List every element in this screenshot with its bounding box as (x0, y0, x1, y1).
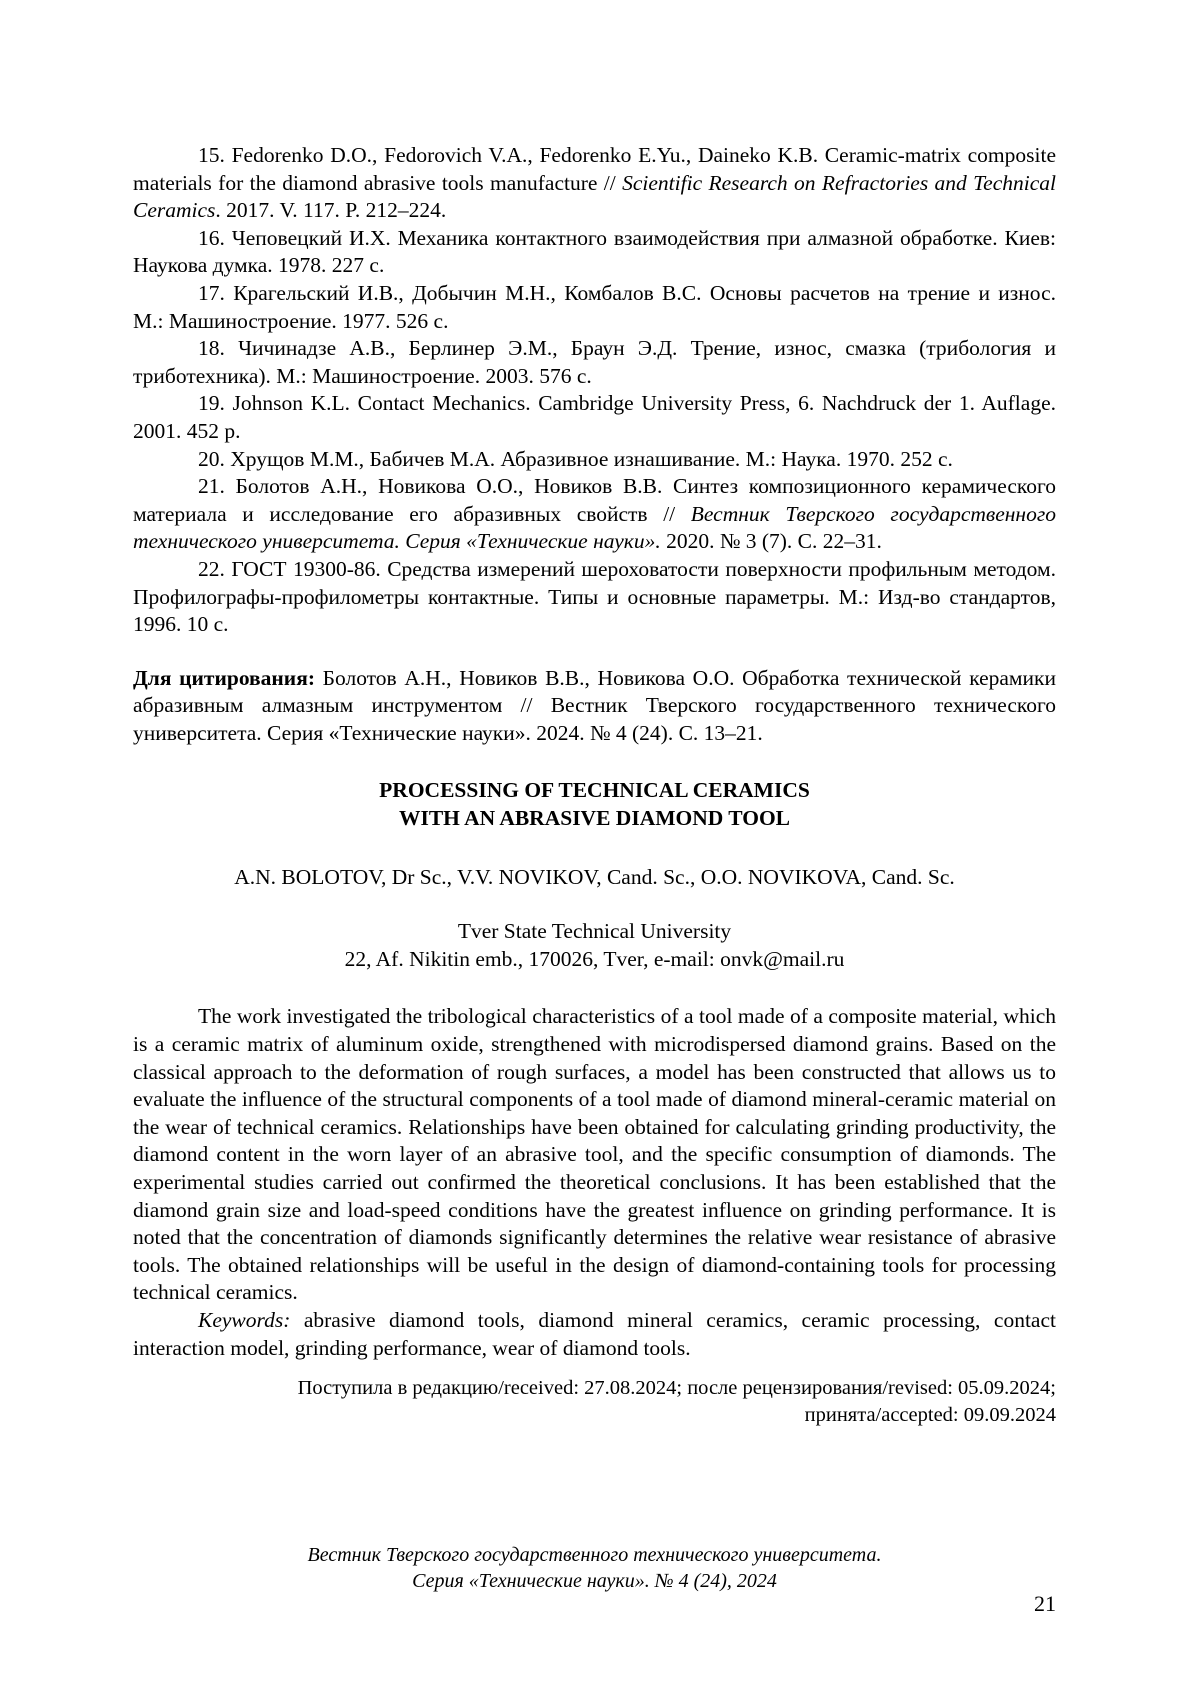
citation-paragraph (133, 665, 1056, 748)
title-line-2: WITH AN ABRASIVE DIAMOND TOOL (398, 806, 791, 831)
received-revised-line: Поступила в редакцию/received: 27.08.2024; после рецензирования/revised: 05.09.2024; (297, 1377, 1056, 1400)
reference-item-17 (133, 280, 1056, 335)
reference-item-18 (133, 335, 1056, 390)
accepted-line: принята/accepted: 09.09.2024 (804, 1404, 1056, 1427)
keywords-text: abrasive diamond tools, diamond mineral ceramics, ceramic processing, contact interaction model, grinding performance, wear of diamond tools. (133, 1307, 1056, 1360)
page-number: 21 (1034, 1591, 1056, 1616)
abstract-paragraph: The work investigated the tribological characteristics of a tool made of a composite material, which is a ceramic matrix of aluminum oxide, strengthened with microdispersed diamond grains. Based on the classical approach to the deformation of rough surfaces, a model has been constructed that allows us to evaluate the influence of the structural components of a tool made of diamond mineral-ceramic material on the wear of technical ceramics. Relationships have been obtained for calculating grinding productivity, the diamond content in the worn layer of an abrasive tool, and the specific consumption of diamonds. The experimental studies carried out confirmed the theoretical conclusions. It has been established that the diamond grain size and load-speed conditions have the greatest influence on grinding performance. It is noted that the concentration of diamonds significantly determines the relative wear resistance of abrasive tools. The obtained relationships will be useful in the design of diamond-containing tools for processing technical ceramics. (133, 1004, 1056, 1305)
reference-item-21 (133, 473, 1056, 556)
reference-source-italic: Scientific Research on Refractories and Technical Ceramics (133, 170, 1056, 223)
keywords-label: Keywords: (198, 1307, 304, 1332)
affiliation-block (133, 918, 1056, 973)
reference-source-italic: Вестник Тверского государственного технического университета. Серия «Технические науки». (133, 501, 1056, 554)
citation-label: Для цитирования: (133, 665, 323, 690)
references-section (133, 142, 1056, 639)
reference-text: 2020. № 3 (7). С. 22–31. (660, 529, 882, 554)
reference-text: 20. Хрущов М.М., Бабичев М.А. Абразивное изнашивание. М.: Наука. 1970. 252 с. (198, 446, 953, 471)
affiliation-address: 22, Af. Nikitin emb., 170026, Tver, e-mail: onvk@mail.ru (344, 946, 845, 971)
reference-item-16 (133, 225, 1056, 280)
reference-text: 21. Болотов А.Н., Новикова О.О., Новиков В.В. Синтез композиционного керамического материала и исследование его абразивных свойств // (133, 474, 1056, 526)
reference-text: 18. Чичинадзе А.В., Берлинер Э.М., Браун Э.Д. Трение, износ, смазка (трибология и триботехника). М.: Машиностроение. 2003. 576 с. (133, 336, 1056, 388)
title-line-1: PROCESSING OF TECHNICAL CERAMICS (379, 778, 810, 803)
journal-issue-line: Серия «Технические науки». № 4 (24), 2024 (412, 1570, 777, 1592)
keywords-paragraph (133, 1307, 1056, 1362)
reference-text: 17. Крагельский И.В., Добычин М.Н., Комбалов В.С. Основы расчетов на трение и износ. М.: Машиностроение. 1977. 526 с. (133, 280, 1056, 333)
reference-text: . 2017. V. 117. P. 212–224. (215, 198, 447, 223)
reference-text: 15. Fedorenko D.O., Fedorovich V.A., Fedorenko E.Yu., Daineko K.B. Ceramic-matrix composite materials for the diamond abrasive tools manufacture // (133, 143, 1056, 195)
authors-line: A.N. BOLOTOV, Dr Sc., V.V. NOVIKOV, Cand. Sc., O.O. NOVIKOVA, Cand. Sc. (234, 864, 955, 889)
reference-item-20 (133, 446, 1056, 474)
page-content (133, 0, 1056, 1429)
reference-item-15 (133, 142, 1056, 225)
reference-text: 22. ГОСТ 19300-86. Средства измерений шероховатости поверхности профильным методом. Профилографы-профилометры контактные. Типы и основные параметры. М.: Изд-во стандартов, 1996. 10 с. (133, 556, 1056, 637)
reference-text: 19. Johnson K.L. Contact Mechanics. Cambridge University Press, 6. Nachdruck der 1. Auflage. 2001. 452 p. (133, 391, 1056, 443)
received-dates (133, 1375, 1056, 1429)
journal-footer (133, 1542, 1056, 1594)
reference-item-22 (133, 556, 1056, 639)
article-title-en (133, 777, 1056, 832)
citation-text: Болотов А.Н., Новиков В.В., Новикова О.О. Обработка технической керамики абразивным алмазным инструментом // Вестник Тверского государственного технического университета. Серия «Технические науки». 2024. № 4 (24). С. 13–21. (133, 665, 1056, 745)
reference-item-19 (133, 390, 1056, 445)
reference-text: 16. Чеповецкий И.Х. Механика контактного взаимодействия при алмазной обработке. Киев: Наукова думка. 1978. 227 с. (133, 225, 1056, 278)
journal-name-line: Вестник Тверского государственного технического университета. (307, 1544, 882, 1566)
affiliation-university: Tver State Technical University (457, 919, 732, 944)
